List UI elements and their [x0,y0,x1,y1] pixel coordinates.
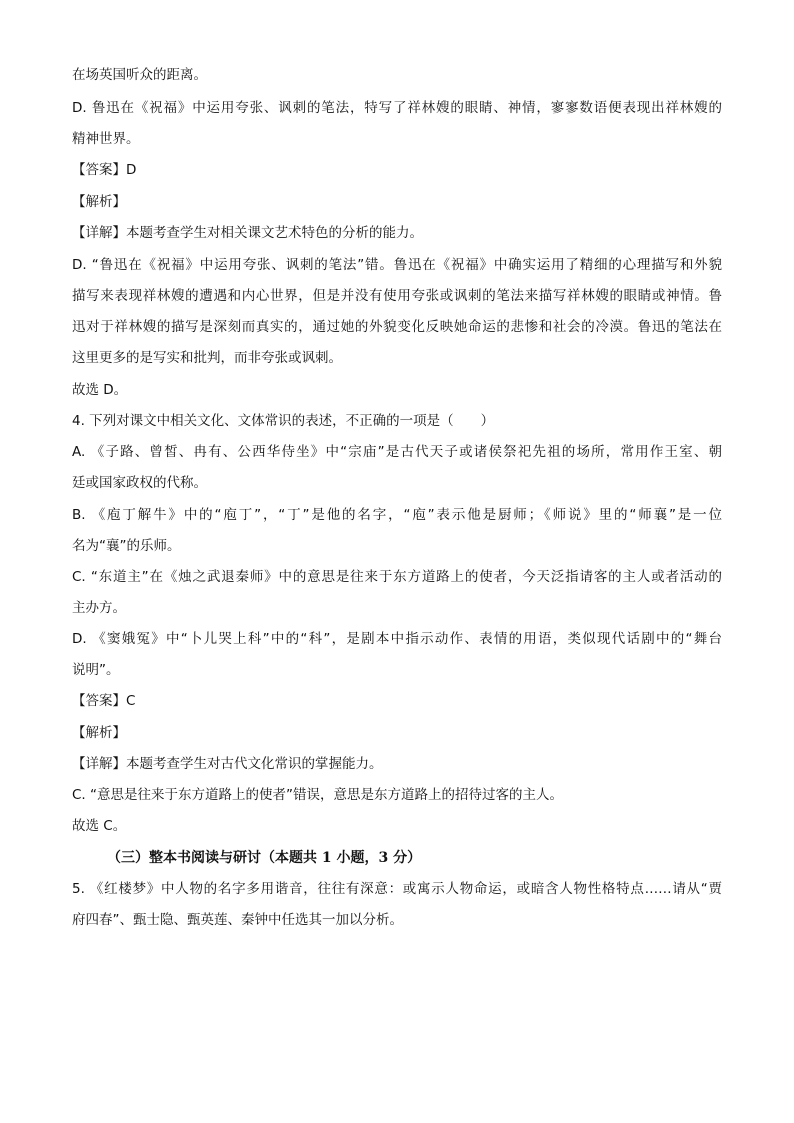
text-line: 在场英国听众的距离。 [72,67,207,83]
text-line: C. “意思是往来于东方道路上的使者”错误，意思是东方道路上的招待过客的主人。 [72,787,563,803]
option-c: C. “东道主”在《烛之武退秦师》中的意思是往来于东方道路上的使者，今天泛指请客的主人或者活动的 [72,569,722,585]
question-5: 5. 《红楼梦》中人物的名字多用谐音，往往有深意：或寓示人物命运，或暗含人物性格特点……请从“贾 [72,881,722,897]
analysis-label: 【解析】 [72,194,126,210]
question-4: 4. 下列对课文中相关文化、文体常识的表述，不正确的一项是（ ） [72,413,495,429]
detail-line: 【详解】本题考查学生对古代文化常识的掌握能力。 [72,756,383,772]
option-a: A. 《子路、曾皙、冉有、公西华侍坐》中“宗庙”是古代天子或诸侯祭祀先祖的场所，常用作王室、朝 [72,444,722,460]
option-c-cont: 主办方。 [72,600,126,616]
answer-label: 【答案】D [72,162,137,178]
text-line: D. “鲁迅在《祝福》中运用夸张、讽刺的笔法”错。鲁迅在《祝福》中确实运用了精细的心理描写和外貌 [72,257,722,273]
section-heading: （三）整本书阅读与研讨（本题共 1 小题，3 分） [107,850,422,866]
choice-line: 故选 C。 [72,818,127,834]
option-d-cont: 说明”。 [72,662,120,678]
answer-label: 【答案】C [72,693,136,709]
option-d: D. 《窦娥冤》中“卜儿哭上科”中的“科”，是剧本中指示动作、表情的用语，类似现代话剧中的“舞台 [72,631,722,647]
option-a-cont: 廷或国家政权的代称。 [72,475,207,491]
text-line: D. 鲁迅在《祝福》中运用夸张、讽刺的笔法，特写了祥林嫂的眼睛、神情，寥寥数语便表现出祥林嫂的 [72,100,722,116]
text-line: 迅对于祥林嫂的描写是深刻而真实的，通过她的外貌变化反映她命运的悲惨和社会的冷漠。鲁迅的笔法在 [72,319,722,335]
question-5-cont: 府四春”、甄士隐、甄英莲、秦钟中任选其一加以分析。 [72,912,403,928]
choice-line: 故选 D。 [72,382,128,398]
detail-line: 【详解】本题考查学生对相关课文艺术特色的分析的能力。 [72,225,423,241]
text-line: 精神世界。 [72,131,140,147]
analysis-label: 【解析】 [72,725,126,741]
option-b: B. 《庖丁解牛》中的“庖丁”，“丁”是他的名字，“庖”表示他是厨师；《师说》里的“师襄”是一位 [72,507,722,523]
text-line: 描写来表现祥林嫂的遭遇和内心世界，但是并没有使用夸张或讽刺的笔法来描写祥林嫂的眼睛或神情。鲁 [72,288,722,304]
text-line: 这里更多的是写实和批判，而非夸张或讽刺。 [72,350,342,366]
option-b-cont: 名为“襄”的乐师。 [72,538,181,554]
